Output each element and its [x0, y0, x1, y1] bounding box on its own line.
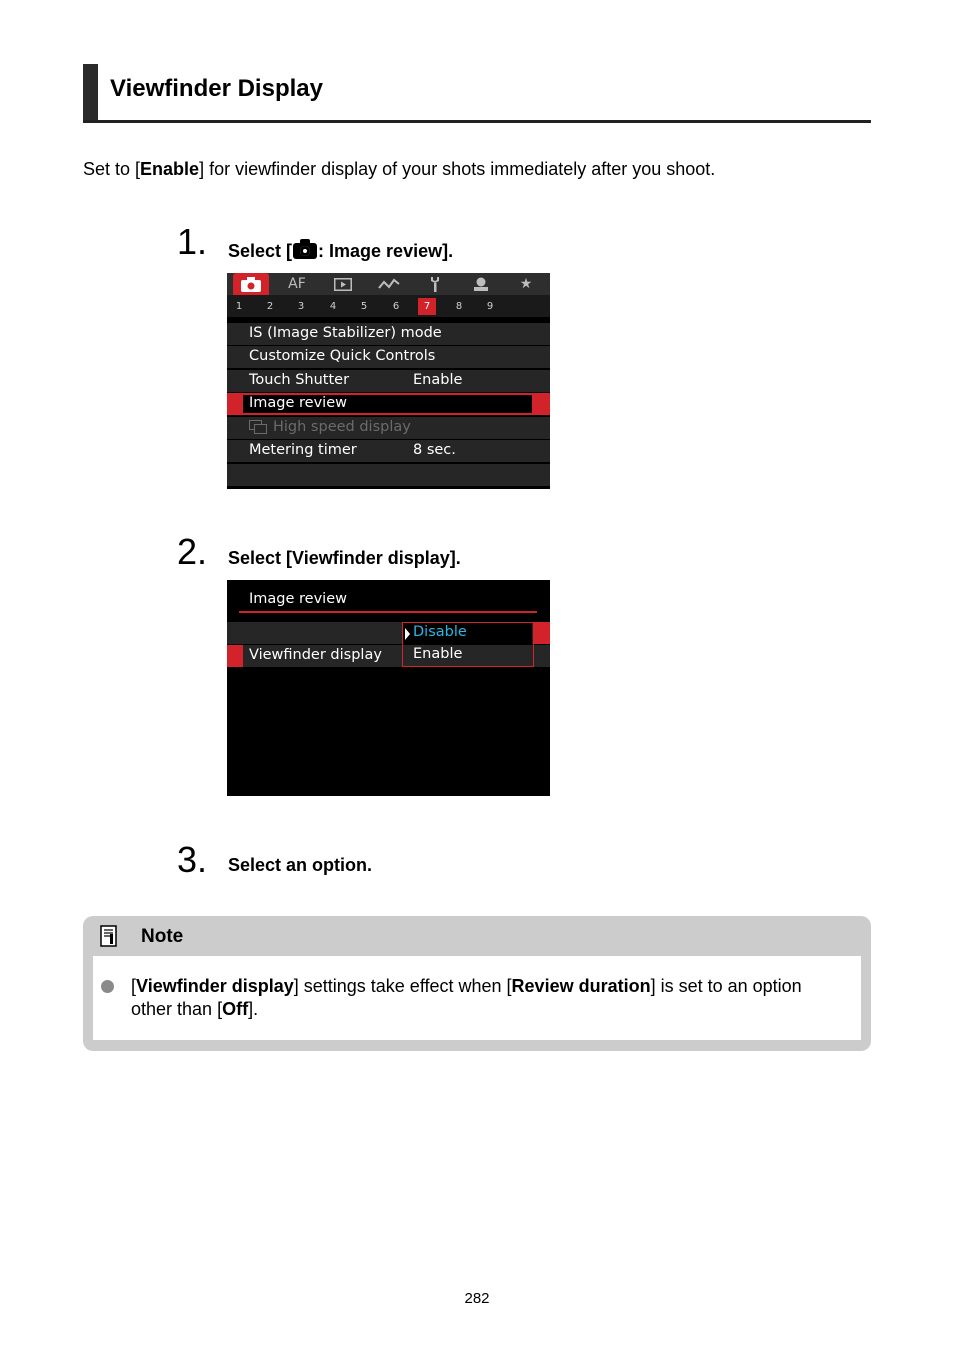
- heading-bar: [83, 64, 98, 120]
- high-speed-icon: [249, 420, 271, 432]
- menu-item-label-wrap: [249, 419, 411, 435]
- tab-af[interactable]: [279, 273, 315, 295]
- menu-item-label: High speed display: [273, 418, 411, 435]
- step-3-text: Select an option.: [228, 855, 373, 875]
- selected-highlight: [243, 395, 532, 413]
- note-text: [131, 975, 831, 1021]
- selection-accent-left: [227, 645, 243, 667]
- cursor-arrow-icon: [405, 628, 410, 640]
- wireless-icon: [378, 278, 400, 290]
- page-number: 282: [464, 1290, 490, 1307]
- wrench-icon: [428, 276, 442, 292]
- bullet-icon: [101, 980, 114, 993]
- note-icon: [100, 925, 117, 947]
- playback-icon: [334, 278, 352, 291]
- option-enable[interactable]: Enable: [413, 646, 463, 662]
- step-1-post: : Image review].: [318, 241, 454, 261]
- step-2-text: Select [Viewfinder display].: [228, 548, 461, 568]
- menu-list: [227, 323, 550, 463]
- tab-my-menu[interactable]: [508, 273, 544, 295]
- intro-bold: Enable: [140, 159, 200, 179]
- menu-item-image-review[interactable]: [227, 393, 550, 415]
- page-9[interactable]: 9: [486, 301, 494, 312]
- menu-item-high-speed-display: [227, 417, 550, 439]
- step-1-text: [228, 241, 453, 262]
- note-title: Note: [141, 926, 184, 947]
- camera-icon: [293, 243, 317, 259]
- menu-item-value: 8 sec.: [413, 441, 456, 458]
- tab-wireless[interactable]: [371, 273, 407, 295]
- screen-title: Image review: [249, 591, 347, 607]
- menu-item-label: Image review: [249, 395, 347, 412]
- page-6[interactable]: 6: [392, 301, 400, 312]
- option-dropdown[interactable]: [402, 622, 534, 667]
- title-divider: [239, 611, 537, 613]
- page-title: Viewfinder Display: [110, 75, 323, 102]
- menu-item-label: Customize Quick Controls: [249, 348, 436, 365]
- custom-icon: [473, 276, 489, 292]
- page-3[interactable]: 3: [297, 301, 305, 312]
- intro-pre: Set to [: [83, 159, 141, 179]
- tab-custom[interactable]: [463, 273, 499, 295]
- option-disable[interactable]: [403, 623, 532, 644]
- menu-item-value: Enable: [413, 371, 463, 388]
- tab-shooting[interactable]: [233, 273, 269, 295]
- note-part: ].: [248, 999, 259, 1019]
- menu-page-bar: [227, 295, 550, 317]
- menu-item-label: IS (Image Stabilizer) mode: [249, 325, 442, 341]
- menu-item-metering-timer[interactable]: [227, 440, 550, 462]
- intro-text: [83, 159, 715, 180]
- note-part: [: [131, 976, 137, 996]
- page-5[interactable]: 5: [360, 301, 368, 312]
- star-icon: ★: [519, 276, 533, 292]
- menu-item-label: Touch Shutter: [249, 371, 350, 388]
- intro-post: ] for viewfinder display of your shots immediately after you shoot.: [199, 159, 716, 179]
- selection-accent-right: [534, 622, 550, 644]
- option-label: Disable: [413, 624, 467, 640]
- camera-menu-screen: [227, 273, 550, 489]
- menu-item-touch-shutter[interactable]: [227, 370, 550, 392]
- step-1-pre: Select [: [228, 241, 293, 261]
- tab-playback[interactable]: [325, 273, 361, 295]
- step-3-number: 3.: [177, 839, 208, 880]
- note-part-bold: Viewfinder display: [136, 976, 294, 996]
- page-4[interactable]: 4: [329, 301, 337, 312]
- menu-item-customize-quick-controls[interactable]: [227, 346, 550, 368]
- step-1-number: 1.: [177, 221, 208, 262]
- menu-tab-bar: [227, 273, 550, 295]
- camera-icon: [241, 277, 261, 292]
- menu-item-label: Metering timer: [249, 441, 357, 458]
- menu-item-is-mode[interactable]: [227, 323, 550, 345]
- page-8[interactable]: 8: [455, 301, 463, 312]
- note-part-bold: Review duration: [511, 976, 651, 996]
- note-part: ] settings take effect when [: [293, 976, 512, 996]
- menu-empty-row: [227, 464, 550, 486]
- page-2[interactable]: 2: [266, 301, 274, 312]
- step-2-number: 2.: [177, 531, 208, 572]
- note-part: ] is set to an option other than [: [131, 976, 802, 1019]
- note-part-bold: Off: [222, 999, 249, 1019]
- image-review-screen: [227, 580, 550, 796]
- tab-setup[interactable]: [417, 273, 453, 295]
- page-1[interactable]: 1: [235, 301, 243, 312]
- menu-item-label: Viewfinder display: [249, 647, 382, 663]
- page-7[interactable]: 7: [418, 298, 436, 315]
- tab-af-label: AF: [288, 276, 306, 292]
- section-heading: [83, 64, 871, 123]
- note-box: [83, 916, 871, 1051]
